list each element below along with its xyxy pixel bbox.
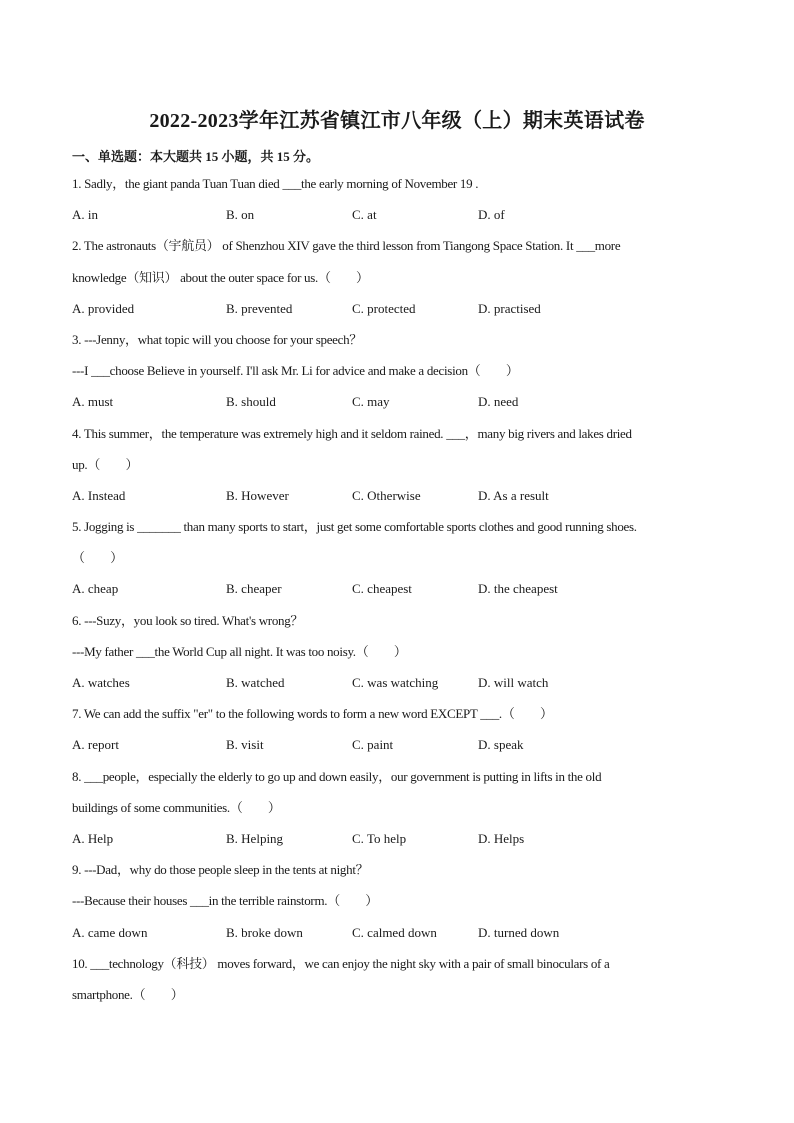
question-6-line-2: ---My father ___the World Cup all night. It was too noisy.（ ）	[72, 643, 407, 659]
question-3-options	[72, 392, 732, 423]
question-2-option-c: C. protected	[352, 300, 416, 316]
question-10-line-2: smartphone.（ ）	[72, 986, 184, 1002]
question-9-line-2: ---Because their houses ___in the terrible rainstorm.（ ）	[72, 893, 379, 909]
question-6-line-1: 6. ---Suzy，you look so tired. What's wrong？	[72, 612, 304, 628]
question-3-line-1: 3. ---Jenny，what topic will you choose for your speech？	[72, 331, 363, 347]
question-9-options	[72, 923, 732, 954]
question-2-options	[72, 299, 732, 330]
question-2-option-b: B. prevented	[226, 300, 293, 316]
question-3-option-d: D. need	[478, 394, 519, 410]
question-4-option-c: C. Otherwise	[352, 487, 421, 503]
question-8-option-c: C. To help	[352, 830, 407, 846]
question-3-line-2: ---I ___choose Believe in yourself. I'll ask Mr. Li for advice and make a decision（ ）	[72, 363, 519, 379]
question-9-option-d: D. turned down	[478, 924, 560, 940]
question-6-option-d: D. will watch	[478, 675, 549, 690]
question-3-option-b: B. should	[226, 394, 276, 410]
question-5-option-a: A. cheap	[72, 581, 119, 597]
question-2-option-d: D. practised	[478, 300, 541, 316]
question-8-line-2: buildings of some communities.（ ）	[72, 799, 281, 815]
question-7-option-d: D. speak	[478, 737, 524, 753]
question-7-line-1: 7. We can add the suffix "er" to the following words to form a new word EXCEPT ___.（ ）	[72, 706, 553, 722]
question-8-options	[72, 829, 732, 860]
question-7-option-a: A. report	[72, 737, 119, 753]
question-5-options	[72, 579, 732, 610]
question-6-options	[72, 673, 732, 704]
question-1-option-d: D. of	[478, 207, 505, 223]
question-2-line-1: 2. The astronauts（宇航员） of Shenzhou XIV gave the third lesson from Tiangong Space Station. It ___more	[72, 238, 621, 254]
question-5-option-b: B. cheaper	[226, 581, 282, 597]
section-heading: 一、单选题：本大题共 15 小题，共 15 分。	[72, 149, 320, 164]
question-4-line-1: 4. This summer，the temperature was extremely high and it seldom rained. ___，many big rivers and lakes dried	[72, 425, 632, 441]
question-1-option-c: C. at	[352, 207, 377, 223]
question-3-option-c: C. may	[352, 394, 390, 410]
question-list	[72, 174, 732, 1016]
question-5-option-d: D. the cheapest	[478, 581, 558, 597]
question-5-line-2: （ ）	[72, 550, 123, 566]
question-4-line-2: up.（ ）	[72, 456, 139, 472]
question-1-option-a: A. in	[72, 207, 98, 223]
question-8-option-b: B. Helping	[226, 830, 284, 846]
question-1-options	[72, 205, 732, 236]
question-8-option-d: D. Helps	[478, 830, 525, 846]
question-8-option-a: A. Help	[72, 830, 114, 846]
question-7-option-c: C. paint	[352, 737, 394, 753]
question-4-options	[72, 486, 732, 517]
question-2-option-a: A. provided	[72, 300, 135, 316]
question-6-option-c: C. was watching	[352, 675, 439, 690]
question-1-line-1: 1. Sadly，the giant panda Tuan Tuan died ___the early morning of November 19 .	[72, 176, 479, 191]
question-9-option-b: B. broke down	[226, 924, 303, 940]
question-6-option-a: A. watches	[72, 675, 130, 690]
question-10-line-1: 10. ___technology（科技） moves forward，we can enjoy the night sky with a pair of small binoculars of a	[72, 955, 610, 971]
question-1-option-b: B. on	[226, 207, 255, 223]
question-7-options	[72, 735, 732, 766]
question-9-option-a: A. came down	[72, 924, 148, 940]
question-3-option-a: A. must	[72, 394, 114, 410]
question-9-option-c: C. calmed down	[352, 924, 437, 940]
question-9-line-1: 9. ---Dad，why do those people sleep in the tents at night？	[72, 862, 369, 878]
question-5-option-c: C. cheapest	[352, 581, 412, 597]
question-4-option-a: A. Instead	[72, 487, 126, 503]
question-8-line-1: 8. ___people，especially the elderly to go up and down easily，our government is putting in lifts in the old	[72, 768, 602, 784]
question-4-option-d: D. As a result	[478, 487, 549, 503]
question-7-option-b: B. visit	[226, 737, 264, 753]
question-6-option-b: B. watched	[226, 675, 285, 690]
question-4-option-b: B. However	[226, 487, 289, 503]
question-2-line-2: knowledge（知识） about the outer space for us.（ ）	[72, 269, 369, 285]
page-title: 2022-2023学年江苏省镇江市八年级（上）期末英语试卷	[149, 110, 645, 132]
question-5-line-1: 5. Jogging is _______ than many sports to start，just get some comfortable sports clothes and good running shoes.	[72, 519, 637, 535]
